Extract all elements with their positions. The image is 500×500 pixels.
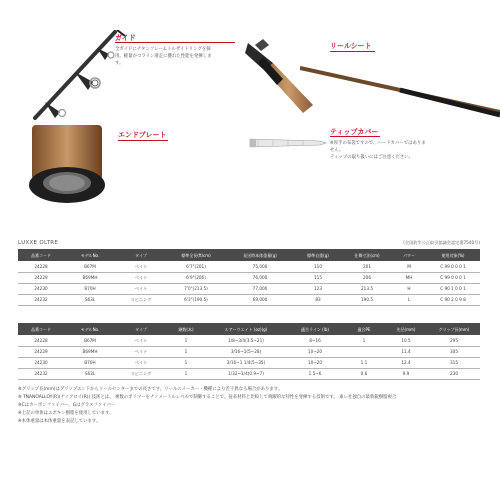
table2-cell: 24228 [34,338,48,343]
table2-cell: B70H [84,360,96,365]
table1-cell: 24230 [34,286,48,291]
table2-header-cell: グリップ長(mm) [438,327,470,332]
table1-cell: 76,000 [252,275,268,280]
table2-cell: 1 [184,338,188,343]
end-plate-leader [118,140,168,141]
table2-cell: 3/16~1 1/4(5~35) [226,360,266,365]
table1-cell: 24229 [34,275,48,280]
table1-cell: C 90 1 0 0 1 [440,286,466,291]
tip-cover-desc-line: ※厚手の布袋ですので、ハードカバーではありま [330,141,426,146]
end-plate-title: エンドプレート [118,131,167,139]
table2-cell: 10~20 [307,360,323,365]
table2-cell: 1 [184,371,188,376]
table1-cell: 75,000 [252,264,268,269]
tip-cover-desc-line: せん。 [330,148,344,153]
table1-row [18,294,480,306]
tip-cover-description [330,140,426,161]
table1-cell: C 90 2 0 9 8 [440,297,466,302]
table2-cell: 24232 [34,371,48,376]
table1-cell: L [407,297,411,302]
table2-cell: 10.5 [401,338,411,343]
table1-cell: C 99 0 0 0 1 [440,264,466,269]
table2-cell: 8~16 [309,338,321,343]
guide-leader [115,42,235,43]
guide-desc-line: 全ガイドにチタンフレームトルザイトリングを採 [115,47,211,52]
table2-cell: スピニング [130,371,152,376]
tip-cover-desc-line: ティップの取り扱いにはご注意ください。 [330,155,414,160]
table1-cell: 123 [314,286,322,291]
table2-header-cell: 先径(mm) [396,327,416,332]
table1-cell: M [407,264,411,269]
table1-cell: MH [405,275,413,280]
table2-cell: 1 [184,360,188,365]
spec-table-1-header [18,249,480,261]
table1-cell: B67M [84,264,96,269]
footnote: ※ TNANOALLOY(R)(ナノアロイ(R)) 技術とは、 複数のポリマーをナノメートルレベルで制御することで、従来材料と比較して飛躍的な特性を発揮する技術です。 東レ社独自の最新鋭樹脂複合 [18,395,397,400]
table1-cell: 6'9"(206) [186,275,206,280]
table1-cell: 69,000 [252,297,268,302]
table2-cell: ベイト [134,349,148,354]
table1-cell: 201 [363,264,371,269]
table2-cell: B69MH [82,349,98,354]
table2-header-cell: タイプ [135,327,147,332]
table2-header-cell: 適合ライン (lb) [301,327,329,332]
table1-cell: 7'0"(213.5) [184,286,208,291]
table2-header-cell: ルアーウエイト (oz)(g) [224,327,268,332]
table1-cell: ベイト [134,286,148,291]
rod-blank-photo [300,60,500,120]
tip-cover-photo [248,133,328,153]
footnote: ※本体重量は本体重量を表記しています。 [18,419,101,424]
table1-cell: 77,000 [252,286,268,291]
table2-header-cell: 継数(本) [178,327,194,332]
table2-cell: 315 [450,360,458,365]
table1-cell: B70H [84,286,96,291]
reel-seat-leader [330,51,375,52]
table1-header-cell: 使用対象(%) [441,253,465,258]
table1-cell: 110 [314,264,322,269]
guide-desc-line: す。 [115,61,124,66]
table1-cell: スピニング [130,297,152,302]
table2-cell: 3/16~1(5~28) [230,349,262,354]
table1-cell: B69MH [82,275,98,280]
tip-cover-title: ティップカバー [330,128,379,136]
table2-cell: S63L [84,371,96,376]
table2-cell: 1/8~3/4(3.5~21) [228,338,264,343]
footnote: ※Cはカーボンファイバー、Gはグラスファイバー [18,403,116,408]
table2-row [18,368,480,380]
table1-cell: 206 [363,275,371,280]
table2-cell: 24229 [34,349,48,354]
table2-header-cell: 品番コード [31,327,51,332]
table1-cell: 190.5 [361,297,373,302]
spec-table-2-header [18,323,480,335]
guide-desc-line: 用。軽量かつライン滑走に優れた性能を発揮しま [115,54,212,59]
table1-header-cell: モデルNo. [80,253,100,258]
table2-cell: 11.4 [401,349,411,354]
reel-seat-title: リールシート [330,42,372,50]
table1-cell: 213.5 [361,286,373,291]
table1-cell: 115 [314,275,322,280]
table2-cell: 1 [184,349,188,354]
table1-header-cell: 標準全長(ft/cm) [181,253,211,258]
table2-cell: 24230 [34,360,48,365]
table1-header-cell: 発送時本体重量(g) [243,253,277,258]
table1-cell: 6'7"(201) [186,264,206,269]
table2-cell: ベイト [134,360,148,365]
table1-cell: 24232 [34,297,48,302]
table1-cell: ベイト [134,264,148,269]
guide-description [115,46,211,67]
registration-note: (全国釣竿公正取引協議会認定番7540号) [403,240,480,245]
table2-header-cell: 適合PE [357,327,371,332]
tip-cover-leader [330,136,380,137]
table2-cell: 1.1 [360,360,368,365]
table2-cell: 9.9 [402,371,410,376]
table2-cell: 305 [450,349,458,354]
table2-cell: 1.5~6 [308,371,322,376]
table2-cell: 1/32~1/4(0.9~7) [228,371,264,376]
table2-header-cell: モデルNo. [80,327,100,332]
table2-cell: ベイト [134,338,148,343]
table1-cell: 83 [315,297,321,302]
table2-cell: 295 [450,338,458,343]
table2-cell: 230 [450,371,458,376]
footnote: ※グリップ長(mm)はグリップエンドからリールセンターまでの長さです。リールのメーカー・機種により若干異なる場合があります。 [18,387,283,392]
end-plate-photo [22,125,112,205]
table2-cell: B67M [84,338,96,343]
table2-cell: 10~20 [307,349,323,354]
table1-cell: 6'3"(190.5) [184,297,208,302]
table1-cell: H [407,286,411,291]
table1-header-cell: 品番コード [31,253,51,258]
footnote: ※上記の単体はエポキシ樹脂を使用しています。 [18,411,114,416]
table1-header-cell: パワー [403,253,415,258]
table1-cell: S63L [84,297,96,302]
table1-header-cell: タイプ [135,253,147,258]
table2-cell: 1 [362,338,366,343]
table2-cell: 12.4 [401,360,411,365]
table1-cell: ベイト [134,275,148,280]
guide-title: ガイド [115,34,136,42]
table1-header-cell: 標準自重(g) [307,253,329,258]
guide-photo [5,30,133,123]
table1-cell: C 99 0 0 0 1 [440,275,466,280]
table1-header-cell: 仕舞寸法(cm) [354,253,380,258]
table1-cell: 24228 [34,264,48,269]
series-name: LUXXE OLTRE [18,240,59,246]
table2-cell: 0.6 [360,371,368,376]
